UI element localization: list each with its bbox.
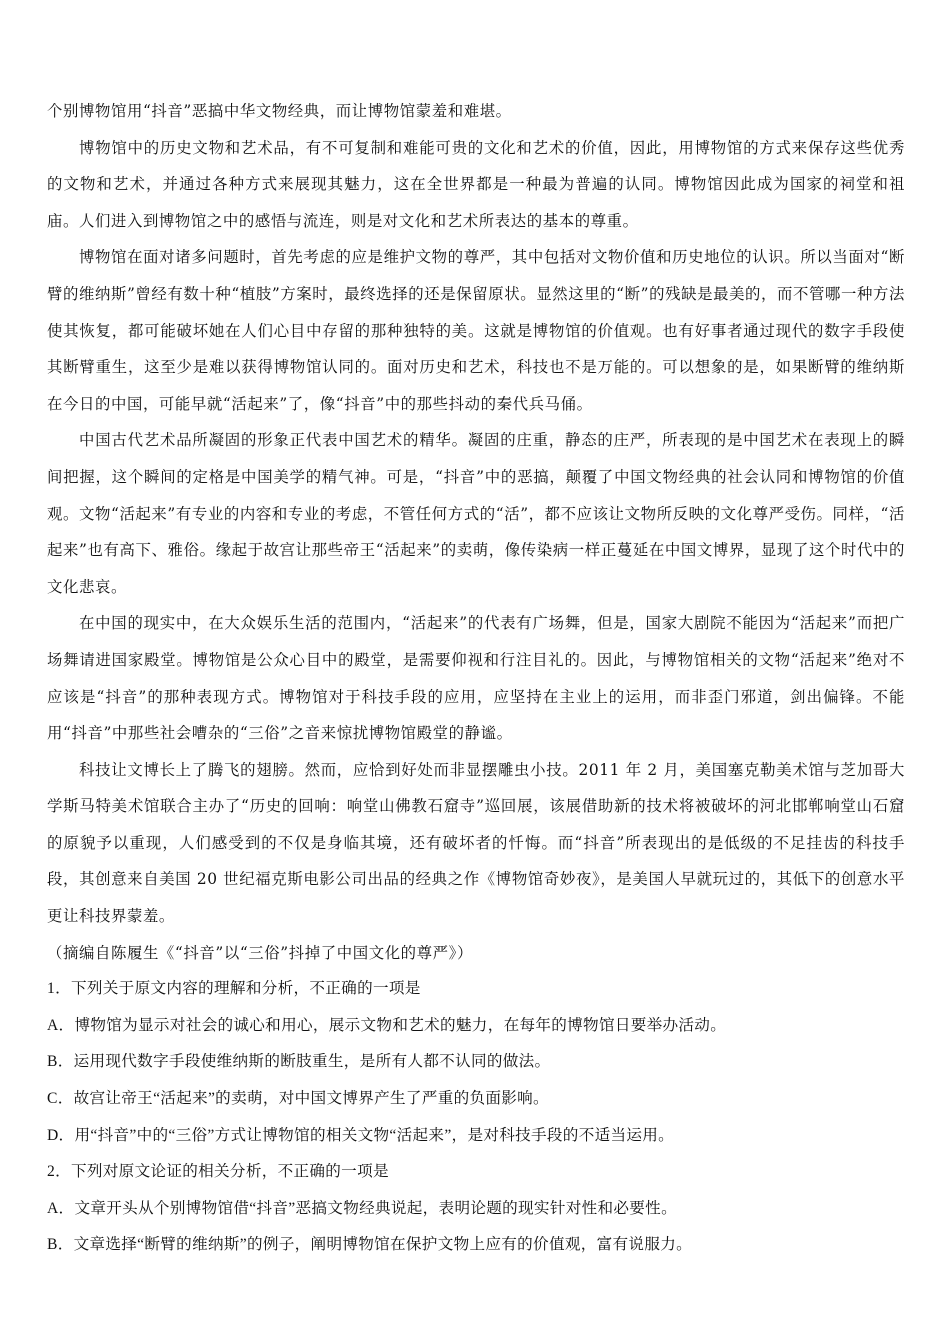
question-2-stem: 2．下列对原文论证的相关分析，不正确的一项是 (47, 1163, 389, 1181)
question-1-option-b: B．运用现代数字手段使维纳斯的断肢重生，是所有人都不认同的做法。 (47, 1053, 551, 1071)
question-1-option-d: D．用“抖音”中的“三俗”方式让博物馆的相关文物“活起来”，是对科技手段的不适当运用。 (47, 1126, 675, 1144)
passage-paragraph-1: 博物馆中的历史文物和艺术品，有不可复制和难能可贵的文化和艺术的价值，因此，用博物馆的方式来保存这些优秀的文物和艺术，并通过各种方式来展现其魅力，这在全世界都是一种最为普遍的认同。博物馆因此成为国家的祠堂和祖庙。人们进入到博物馆之中的感悟与流连，则是对文化和艺术所表达的基本的尊重。 (47, 138, 905, 230)
passage-paragraph-5: 科技让文博长上了腾飞的翅膀。然而，应恰到好处而非显摆雕虫小技。2011 年 2 月，美国塞克勒美术馆与芝加哥大学斯马特美术馆联合主办了“历史的回响：响堂山佛教石窟寺”巡回展，该展借助新的技术将被破坏的河北邯郸响堂山石窟的原貌予以重现，人们感受到的不仅是身临其境，还有破坏者的忏悔。而“抖音”所表现出的是低级的不足挂齿的科技手段，其创意来自美国 20 世纪福克斯电影公司出品的经典之作《博物馆奇妙夜》，是美国人早就玩过的，其低下的创意水平更让科技界蒙羞。 (47, 760, 905, 926)
passage-paragraph-2: 博物馆在面对诸多问题时，首先考虑的应是维护文物的尊严，其中包括对文物价值和历史地位的认识。所以当面对“断臂的维纳斯”曾经有数十种“植肢”方案时，最终选择的还是保留原状。显然这里的“断”的残缺是最美的，而不管哪一种方法使其恢复，都可能破坏她在人们心目中存留的那种独特的美。这就是博物馆的价值观。也有好事者通过现代的数字手段使其断臂重生，这至少是难以获得博物馆认同的。面对历史和艺术，科技也不是万能的。可以想象的是，如果断臂的维纳斯在今日的中国，可能早就“活起来”了，像“抖音”中的那些抖动的秦代兵马俑。 (47, 248, 905, 413)
question-2-option-a: A．文章开头从个别博物馆借“抖音”恶搞文物经典说起，表明论题的现实针对性和必要性。 (47, 1199, 677, 1217)
question-1-option-c: C．故宫让帝王“活起来”的卖萌，对中国文博界产生了严重的负面影响。 (47, 1090, 549, 1108)
question-2-option-b: B．文章选择“断臂的维纳斯”的例子，阐明博物馆在保护文物上应有的价值观，富有说服力。 (47, 1236, 692, 1254)
document-body (47, 93, 905, 1264)
passage-paragraph-4: 在中国的现实中，在大众娱乐生活的范围内，“活起来”的代表有广场舞，但是，国家大剧院不能因为“活起来”而把广场舞请进国家殿堂。博物馆是公众心目中的殿堂，是需要仰视和行注目礼的。因此，与博物馆相关的文物“活起来”绝对不应该是“抖音”的那种表现方式。博物馆对于科技手段的应用，应坚持在主业上的运用，而非歪门邪道，剑出偏锋。不能用“抖音”中那些社会嘈杂的“三俗”之音来惊扰博物馆殿堂的静谧。 (47, 614, 905, 743)
passage-paragraph-0: 个别博物馆用“抖音”恶搞中华文物经典，而让博物馆蒙羞和难堪。 (47, 102, 512, 120)
passage-paragraph-3: 中国古代艺术品所凝固的形象正代表中国艺术的精华。凝固的庄重，静态的庄严，所表现的是中国艺术在表现上的瞬间把握，这个瞬间的定格是中国美学的精气神。可是，“抖音”中的恶搞，颠覆了中国文物经典的社会认同和博物馆的价值观。文物“活起来”有专业的内容和专业的考虑，不管任何方式的“活”，都不应该让文物所反映的文化尊严受伤。同样，“活起来”也有高下、雅俗。缘起于故宫让那些帝王“活起来”的卖萌，像传染病一样正蔓延在中国文博界，显现了这个时代中的文化悲哀。 (47, 431, 905, 596)
question-1-option-a: A．博物馆为显示对社会的诚心和用心，展示文物和艺术的魅力，在每年的博物馆日要举办活动。 (47, 1016, 727, 1034)
question-1-stem: 1．下列关于原文内容的理解和分析，不正确的一项是 (47, 980, 421, 998)
passage-source: （摘编自陈履生《“抖音”以“三俗”抖掉了中国文化的尊严》） (47, 943, 473, 962)
